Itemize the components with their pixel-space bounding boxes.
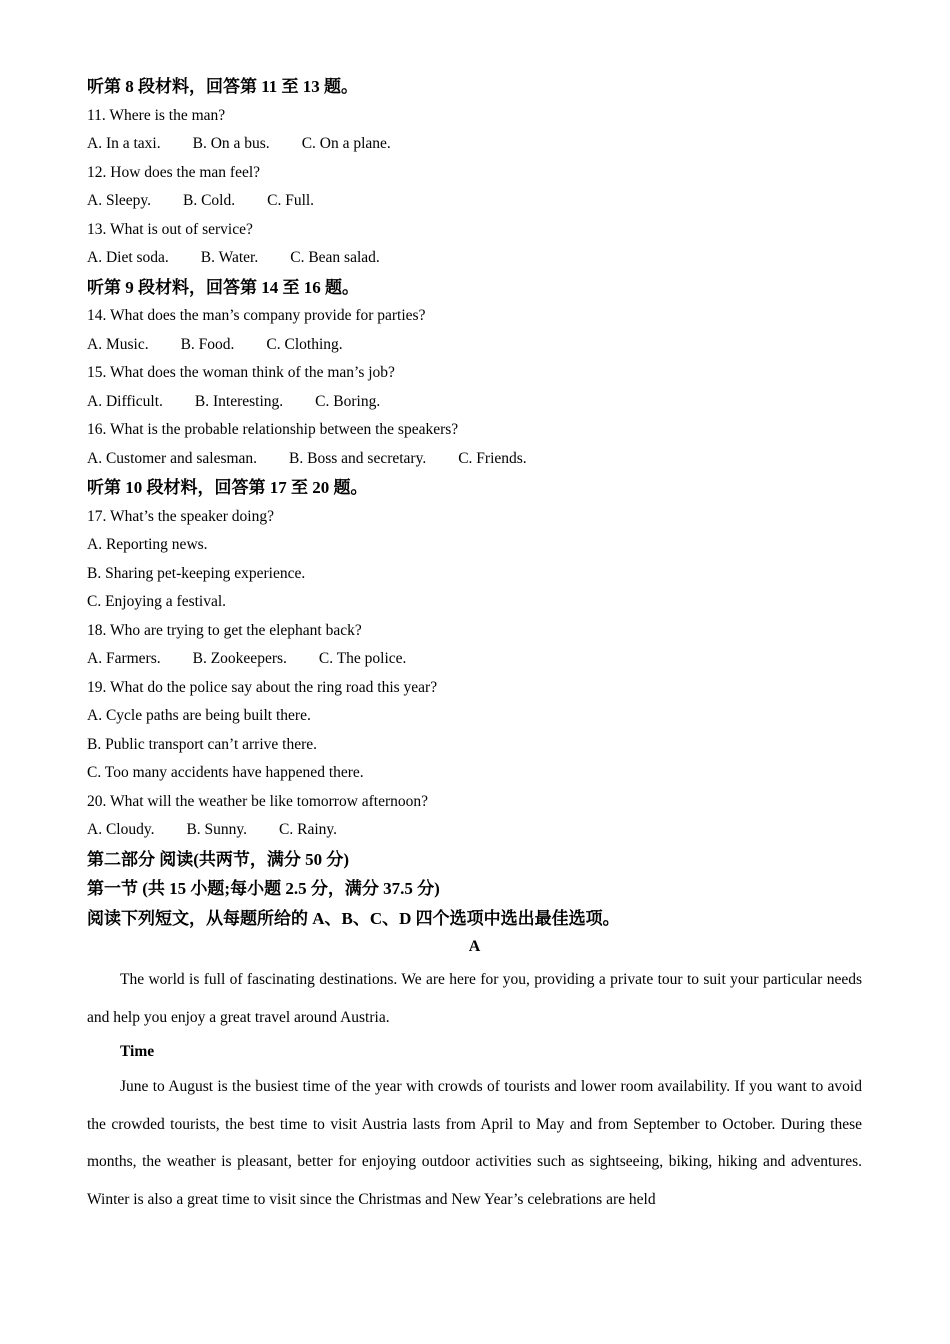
intro-paragraph: The world is full of fascinating destinations. We are here for you, providing a private tour to suit your particular needs and help you enjoy a great travel around Austria. bbox=[87, 971, 862, 1026]
question-text: 14. What does the man’s company provide for parties? bbox=[87, 307, 426, 324]
question-text: 17. What’s the speaker doing? bbox=[87, 507, 274, 525]
option-row bbox=[87, 130, 862, 159]
question-text: 11. Where is the man? bbox=[87, 106, 226, 124]
option: A. Music. bbox=[87, 335, 149, 353]
passage-label: A bbox=[468, 938, 481, 955]
option: B. Sharing pet-keeping experience. bbox=[87, 564, 306, 582]
part-title: 第二部分 阅读(共两节，满分 50 分) bbox=[87, 849, 350, 869]
option: C. Clothing. bbox=[266, 335, 343, 353]
option-row bbox=[87, 645, 862, 674]
option: B. Boss and secretary. bbox=[289, 449, 427, 467]
option: A. Farmers. bbox=[87, 650, 161, 667]
option-row bbox=[87, 244, 862, 273]
option: A. Difficult. bbox=[87, 392, 163, 410]
option-row bbox=[87, 445, 862, 474]
option: B. Interesting. bbox=[194, 392, 284, 410]
option: C. Too many accidents have happened there. bbox=[87, 764, 364, 781]
option: B. Water. bbox=[200, 249, 259, 266]
option: B. On a bus. bbox=[192, 135, 270, 152]
question-text: 16. What is the probable relationship between the speakers? bbox=[87, 421, 459, 438]
option: B. Public transport can’t arrive there. bbox=[87, 735, 317, 753]
option: A. Diet soda. bbox=[87, 249, 169, 266]
option: C. The police. bbox=[318, 650, 407, 667]
option: C. Full. bbox=[267, 192, 315, 209]
option: B. Zookeepers. bbox=[192, 650, 287, 667]
option: A. Cloudy. bbox=[87, 821, 155, 838]
section-heading: 听第 10 段材料，回答第 17 至 20 题。 bbox=[87, 478, 368, 497]
option: B. Sunny. bbox=[186, 821, 248, 838]
option: A. Reporting news. bbox=[87, 536, 208, 553]
section-heading: 听第 9 段材料，回答第 14 至 16 题。 bbox=[87, 277, 359, 297]
time-heading: Time bbox=[120, 1043, 155, 1060]
question-text: 15. What does the woman think of the man’s job? bbox=[87, 364, 395, 381]
option: C. Rainy. bbox=[279, 821, 338, 838]
option-row bbox=[87, 331, 862, 360]
option: C. Bean salad. bbox=[290, 249, 380, 266]
section-title: 第一节 (共 15 小题;每小题 2.5 分，满分 37.5 分) bbox=[87, 879, 440, 898]
instruction: 阅读下列短文，从每题所给的 A、B、C、D 四个选项中选出最佳选项。 bbox=[87, 908, 620, 928]
option: A. Sleepy. bbox=[87, 192, 151, 209]
option: C. Enjoying a festival. bbox=[87, 593, 227, 610]
option: B. Cold. bbox=[183, 192, 236, 209]
option: C. On a plane. bbox=[301, 135, 391, 152]
question-text: 12. How does the man feel? bbox=[87, 163, 261, 181]
option: C. Boring. bbox=[315, 392, 381, 410]
exam-page bbox=[87, 72, 862, 1218]
option: A. Customer and salesman. bbox=[87, 449, 258, 467]
question-text: 18. Who are trying to get the elephant back? bbox=[87, 621, 362, 639]
option-row bbox=[87, 187, 862, 216]
option: A. Cycle paths are being built there. bbox=[87, 707, 311, 724]
section-heading: 听第 8 段材料，回答第 11 至 13 题。 bbox=[87, 77, 359, 96]
option: B. Food. bbox=[180, 335, 235, 353]
option: A. In a taxi. bbox=[87, 135, 161, 152]
option-row bbox=[87, 388, 862, 417]
option: C. Friends. bbox=[458, 449, 527, 467]
question-text: 13. What is out of service? bbox=[87, 220, 253, 238]
option-row bbox=[87, 816, 862, 845]
time-paragraph: June to August is the busiest time of the year with crowds of tourists and lower room availability. If you want to avoid the crowded tourists, the best time to visit Austria lasts from April to May and from September to October. During these months, the weather is pleasant, better for enjoying outdoor activities such as sightseeing, biking, hiking and adventures. Winter is also a great time to visit since the Christmas and New Year’s celebrations are held bbox=[87, 1078, 862, 1208]
question-text: 20. What will the weather be like tomorrow afternoon? bbox=[87, 792, 429, 810]
question-text: 19. What do the police say about the ring road this year? bbox=[87, 678, 438, 696]
